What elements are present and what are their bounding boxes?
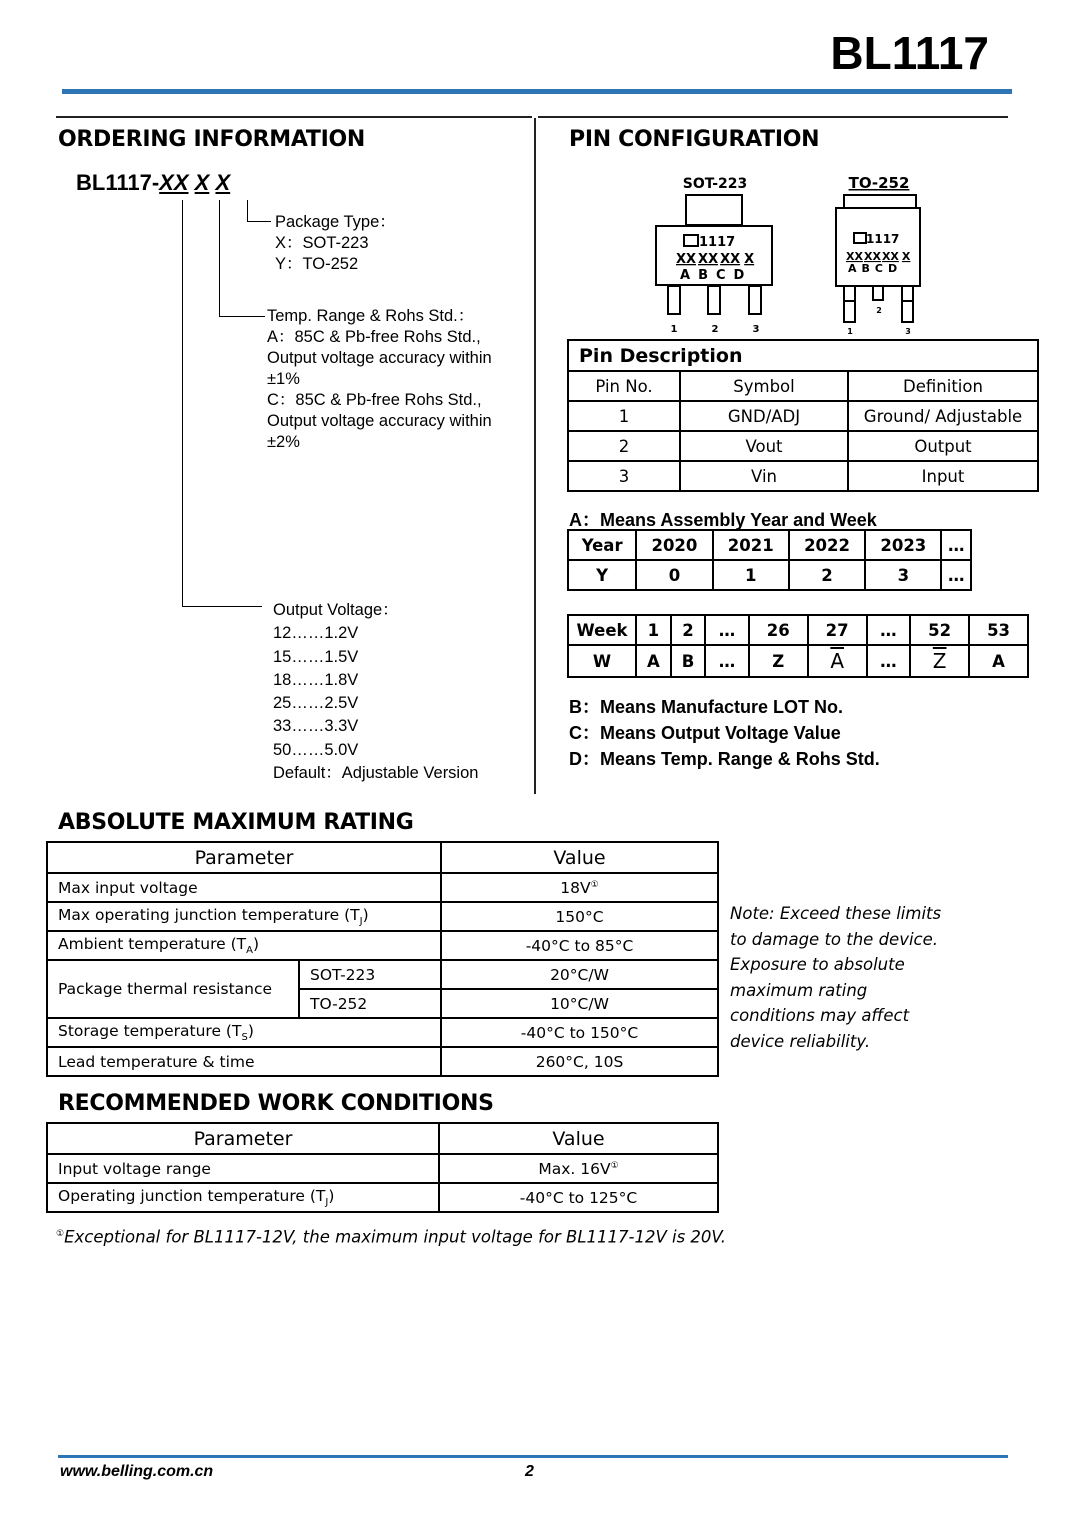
part-package-code: X bbox=[215, 170, 231, 195]
cell: Week bbox=[568, 615, 636, 645]
cell: … bbox=[705, 615, 749, 645]
tree-line-voltage-h bbox=[182, 606, 262, 607]
logo-icon bbox=[854, 233, 866, 243]
cell: -40°C to 150°C bbox=[441, 1018, 718, 1047]
cell: 27 bbox=[808, 615, 867, 645]
cell: Y bbox=[568, 560, 636, 590]
cell: 18V① bbox=[441, 873, 718, 902]
sot223-chip-mark: 1117 bbox=[699, 235, 736, 250]
cell: Storage temperature $(T_S)$ bbox=[47, 1018, 441, 1047]
abs-max-table bbox=[46, 841, 719, 1077]
sot223-pin-number: 3 bbox=[752, 324, 760, 335]
header-cell: Parameter bbox=[47, 1123, 439, 1154]
tree-line-voltage-v bbox=[182, 200, 183, 607]
header-rule bbox=[62, 89, 1012, 94]
to252-code: XXXXXX X bbox=[846, 250, 911, 263]
cell: Max input voltage bbox=[47, 873, 441, 902]
cell: A bbox=[969, 645, 1028, 677]
voltage-line: 25……2.5V bbox=[273, 694, 359, 713]
cell: 150°C bbox=[441, 902, 718, 931]
temp-line: Output voltage accuracy within bbox=[267, 412, 492, 430]
to252-pin-number: 2 bbox=[876, 306, 882, 315]
header-cell: Value bbox=[439, 1123, 718, 1154]
to252-pin-number: 1 bbox=[847, 327, 853, 336]
sot223-tab bbox=[686, 195, 742, 225]
package-option: Y：TO-252 bbox=[275, 255, 359, 273]
temp-line: C：85C & Pb-free Rohs Std., bbox=[267, 391, 482, 409]
temp-range-block bbox=[267, 306, 492, 453]
cell: 2022 bbox=[789, 530, 865, 560]
abs-max-heading: ABSOLUTE MAXIMUM RATING bbox=[58, 810, 414, 835]
document-title: BL1117 bbox=[830, 27, 989, 79]
header-cell: Value bbox=[441, 842, 718, 873]
cell: 52 bbox=[910, 615, 969, 645]
cell: GND/ADJ bbox=[680, 401, 848, 431]
means-item: C：Means Output Voltage Value bbox=[569, 723, 841, 743]
cell: 2023 bbox=[865, 530, 941, 560]
table-row bbox=[568, 560, 971, 590]
tree-line-package-h bbox=[247, 221, 271, 222]
note-line: device reliability. bbox=[730, 1031, 871, 1051]
voltage-line: 33……3.3V bbox=[273, 717, 359, 736]
cell: Ground/ Adjustable bbox=[848, 401, 1038, 431]
temp-line: A：85C & Pb-free Rohs Std., bbox=[267, 328, 481, 346]
tree-line-temp-v bbox=[219, 200, 220, 317]
cell: A bbox=[636, 645, 671, 677]
page-number: 2 bbox=[525, 1463, 534, 1480]
tree-line-package-v bbox=[247, 200, 248, 222]
header-cell: Definition bbox=[848, 371, 1038, 401]
cell-overlined: $\overline{Z}$ bbox=[910, 645, 969, 677]
cell: … bbox=[867, 615, 911, 645]
column-divider bbox=[534, 118, 536, 794]
cell: Output bbox=[848, 431, 1038, 461]
cell: 1 bbox=[568, 401, 680, 431]
cell: -40°C to 85°C bbox=[441, 931, 718, 960]
cell: Z bbox=[749, 645, 808, 677]
cell: 1 bbox=[713, 560, 789, 590]
footnote: ①Exceptional for BL1117-12V, the maximum input voltage for BL1117-12V is 20V. bbox=[56, 1227, 727, 1247]
means-item: B：Means Manufacture LOT No. bbox=[569, 697, 844, 717]
note-line: Note: Exceed these limits bbox=[730, 904, 942, 923]
cell: Vin bbox=[680, 461, 848, 491]
note-line: conditions may affect bbox=[730, 1006, 910, 1025]
pin-config-heading: PIN CONFIGURATION bbox=[569, 127, 820, 152]
table-row bbox=[47, 960, 718, 989]
table-row bbox=[568, 530, 971, 560]
part-temp-code: X bbox=[194, 170, 210, 195]
tree-line-temp-h bbox=[219, 316, 265, 317]
to252-chip-mark: 1117 bbox=[866, 232, 900, 246]
cell: Max. 16V① bbox=[439, 1154, 718, 1183]
table-row bbox=[568, 645, 1028, 677]
output-voltage-label: Output Voltage： bbox=[273, 601, 399, 619]
table-row bbox=[47, 1047, 718, 1076]
footnote-mark: ① bbox=[590, 879, 599, 890]
table-row bbox=[47, 1183, 718, 1212]
cell: 2021 bbox=[713, 530, 789, 560]
sot223-pin bbox=[708, 286, 720, 314]
sot223-code: XX XX XX X bbox=[676, 252, 755, 267]
cell: 2 bbox=[789, 560, 865, 590]
package-option: X：SOT-223 bbox=[275, 234, 369, 252]
cell: 53 bbox=[969, 615, 1028, 645]
pin-description-title: Pin Description bbox=[568, 340, 1038, 371]
sot223-pin-number: 2 bbox=[711, 324, 719, 335]
sot223-pin bbox=[749, 286, 761, 314]
table-header-row bbox=[47, 1123, 718, 1154]
table-header-row bbox=[568, 371, 1038, 401]
voltage-line: 12……1.2V bbox=[273, 624, 359, 643]
cell: TO-252 bbox=[299, 989, 441, 1018]
sot223-label: SOT-223 bbox=[682, 176, 748, 192]
cell: Input bbox=[848, 461, 1038, 491]
cell: 3 bbox=[568, 461, 680, 491]
sot223-code-letters: A B C D bbox=[680, 268, 745, 283]
header-cell: Symbol bbox=[680, 371, 848, 401]
section-rule-right bbox=[538, 116, 1008, 118]
cell: -40°C to 125°C bbox=[439, 1183, 718, 1212]
voltage-line: 18……1.8V bbox=[273, 670, 359, 689]
part-voltage-code: XX bbox=[159, 170, 189, 195]
part-number bbox=[76, 170, 230, 196]
to252-pin bbox=[902, 286, 913, 322]
voltage-line: 15……1.5V bbox=[273, 647, 359, 666]
cell: SOT-223 bbox=[299, 960, 441, 989]
means-list bbox=[569, 694, 880, 772]
sot223-pin-number: 1 bbox=[670, 324, 678, 335]
abs-max-note bbox=[730, 901, 941, 1054]
table-row bbox=[47, 1018, 718, 1047]
part-prefix: BL1117- bbox=[76, 170, 160, 195]
cell: Input voltage range bbox=[47, 1154, 439, 1183]
cell-overlined: $\overline{A}$ bbox=[808, 645, 867, 677]
header-cell: Parameter bbox=[47, 842, 441, 873]
package-type-label: Package Type： bbox=[275, 213, 396, 231]
cell: 2 bbox=[671, 615, 705, 645]
cell: 1 bbox=[636, 615, 671, 645]
table-row bbox=[47, 873, 718, 902]
pin-description-table bbox=[567, 339, 1039, 492]
cell: … bbox=[941, 560, 971, 590]
temp-line: ±2% bbox=[267, 433, 300, 451]
cell: 2 bbox=[568, 431, 680, 461]
section-rule-left bbox=[56, 116, 532, 118]
voltage-line: Default：Adjustable Version bbox=[273, 764, 479, 783]
cell: Year bbox=[568, 530, 636, 560]
footnote-mark: ① bbox=[610, 1160, 619, 1171]
cell: Vout bbox=[680, 431, 848, 461]
logo-icon bbox=[684, 235, 698, 246]
to252-label: TO-252 bbox=[848, 174, 910, 192]
rec-heading: RECOMMENDED WORK CONDITIONS bbox=[58, 1091, 494, 1116]
table-row bbox=[568, 401, 1038, 431]
table-row bbox=[568, 461, 1038, 491]
cell: 20°C/W bbox=[441, 960, 718, 989]
cell: Operating junction temperature $(T_J)$ bbox=[47, 1183, 439, 1212]
table-row bbox=[47, 902, 718, 931]
temp-line: Output voltage accuracy within bbox=[267, 349, 492, 367]
to252-pin bbox=[873, 286, 883, 300]
temp-range-label: Temp. Range & Rohs Std.： bbox=[267, 307, 475, 325]
note-line: maximum rating bbox=[730, 980, 868, 1000]
cell: W bbox=[568, 645, 636, 677]
footer-url[interactable]: www.belling.com.cn bbox=[60, 1463, 214, 1480]
cell: 260°C, 10S bbox=[441, 1047, 718, 1076]
ordering-heading: ORDERING INFORMATION bbox=[58, 127, 365, 152]
week-code-table bbox=[567, 614, 1029, 678]
output-voltage-block bbox=[273, 599, 478, 785]
cell: Package thermal resistance bbox=[47, 960, 299, 1018]
package-diagrams bbox=[640, 168, 960, 338]
voltage-line: 50……5.0V bbox=[273, 740, 359, 759]
cell: … bbox=[941, 530, 971, 560]
to252-pin-number: 3 bbox=[905, 327, 911, 336]
to252-tab bbox=[844, 195, 916, 209]
cell: 3 bbox=[865, 560, 941, 590]
cell: 0 bbox=[636, 560, 712, 590]
footer-rule bbox=[58, 1455, 1008, 1458]
rec-table bbox=[46, 1122, 719, 1213]
header-cell: Pin No. bbox=[568, 371, 680, 401]
note-line: Exposure to absolute bbox=[730, 955, 905, 974]
note-line: to damage to the device. bbox=[730, 929, 939, 949]
assembly-caption: A：Means Assembly Year and Week bbox=[569, 510, 877, 530]
table-row bbox=[47, 1154, 718, 1183]
cell: 26 bbox=[749, 615, 808, 645]
cell: Max operating junction temperature $(T_J)$ bbox=[47, 902, 441, 931]
means-item: D：Means Temp. Range & Rohs Std. bbox=[569, 749, 880, 769]
cell: … bbox=[867, 645, 911, 677]
sot223-pin bbox=[668, 286, 680, 314]
cell: … bbox=[705, 645, 749, 677]
table-row bbox=[568, 431, 1038, 461]
cell: Ambient temperature $(T_A)$ bbox=[47, 931, 441, 960]
table-row bbox=[47, 931, 718, 960]
temp-line: ±1% bbox=[267, 370, 300, 388]
cell: 10°C/W bbox=[441, 989, 718, 1018]
to252-pin bbox=[844, 286, 855, 322]
table-row bbox=[568, 615, 1028, 645]
cell: Lead temperature & time bbox=[47, 1047, 441, 1076]
to252-code-letters: A B C D bbox=[848, 262, 898, 275]
cell: B bbox=[671, 645, 705, 677]
table-header-row bbox=[47, 842, 718, 873]
year-code-table bbox=[567, 529, 972, 591]
package-type-block bbox=[275, 212, 396, 275]
footnote-mark: ① bbox=[56, 1229, 65, 1239]
cell: 2020 bbox=[636, 530, 712, 560]
